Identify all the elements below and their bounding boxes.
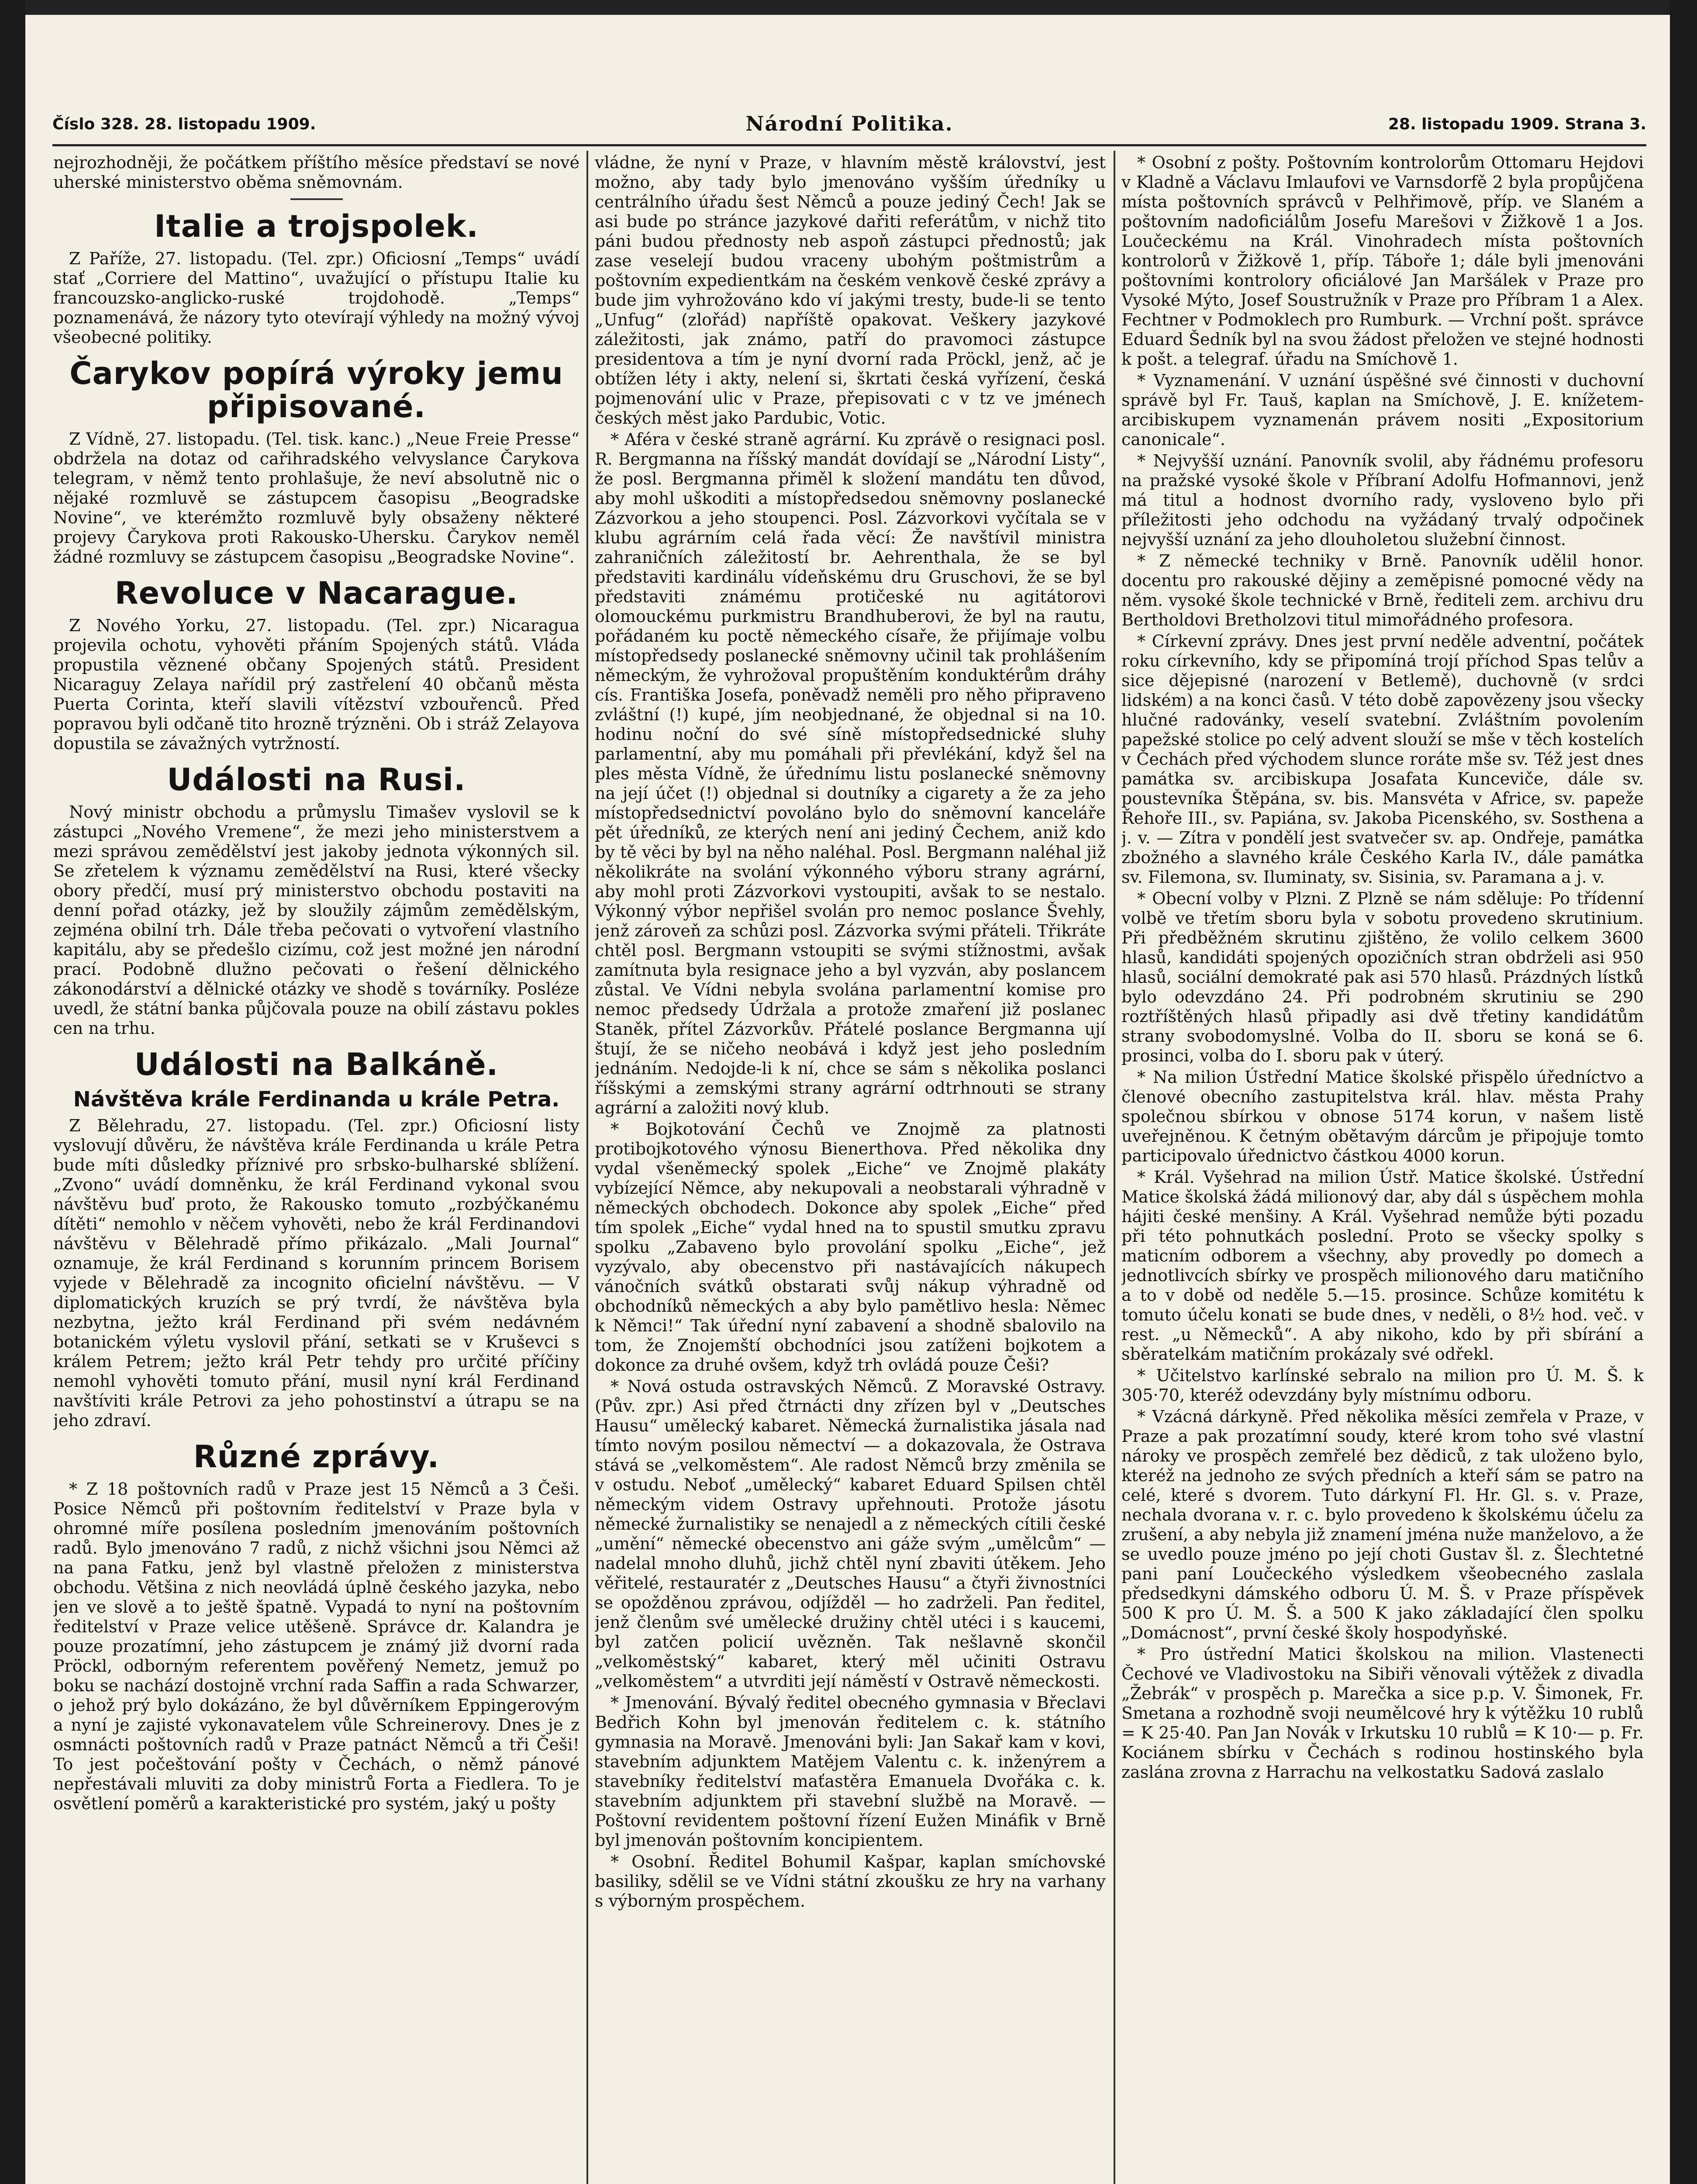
- column-rule: [1114, 151, 1115, 2184]
- article-paragraph: * Jmenování. Bývalý ředitel obecného gymnasia v Břeclavi Bedřich Kohn byl jmenován ředitelem c. k. státního gymnasia na Moravě. Jmenováni byli: Jan Sakař kam v kovi, stavebním adjunktem Matějem Valentu c. k. inženýrem a stavebníky ředitelství maťastěra Emanuela Dvořáka c. k. stavebním adjunktem při stavební službě na Moravě. — Poštovní revidentem poštovní řízení Eužen Mináfik v Brně byl jmenován poštovním koncipientem.: [595, 1693, 1106, 1850]
- article-paragraph: * Pro ústřední Matici školskou na milion. Vlastenecti Čechové ve Vladivostoku na Sibiři věnovali výtěžek z divadla „Žebrák“ v prospěch p. Marečka a sice p.p. V. Šimonek, Fr. Smetana a rozhodně svoji neumělcové hry k výtěžku 10 rublů = K 25·40. Pan Jan Novák v Irkutsku 10 rublů = K 10·— p. Fr. Kociánem sbírku v Čechách s rodinou hostinského byla zaslána zrovna z Harrachu na velkostatku Sadová zaslalo: [1121, 1645, 1644, 1782]
- running-header: [52, 109, 1646, 146]
- article-paragraph: * Vyznamenání. V uznání úspěšné své činnosti v duchovní správě byl Fr. Tauš, kaplan na Smíchově, J. E. knížetem-arcibiskupem vyznamenán právem nositi „Expositorium canonicale“.: [1121, 371, 1644, 449]
- article-paragraph: Z Nového Yorku, 27. listopadu. (Tel. zpr.) Nicaragua projevila ochotu, vyhověti přáním Spojených států. Vláda propustila věznené občany Spojených států. President Nicaraguy Zelaya nařídil prý zastřelení 40 občanů města Puerta Corinta, kteří slavili vítězství vzbouřenců. Před popravou byli odčaně tito hrozně trýzněni. Ob i stráž Zelayova dopustila se závažných vytržností.: [53, 616, 579, 753]
- heading-nicaragua: Revoluce v Nacarague.: [114, 575, 518, 611]
- article-paragraph: * Osobní. Ředitel Bohumil Kašpar, kaplan smíchovské basiliky, sdělil se ve Vídni státní zkoušku ze hry na varhany s výborným prospěchem.: [595, 1852, 1106, 1911]
- column-1: [53, 153, 579, 2184]
- article-paragraph: * Z 18 poštovních radů v Praze jest 15 Němců a 3 Češi. Posice Němců při poštovním ředitelství v Praze byla v ohromné míře posílena posledním jmenováním poštovních radů. Bylo jmenováno 7 radů, z nichž všichni jsou Němci až na pana Fatku, jenž byl vlastně přeložen z ministerstva obchodu. Většina z nich neovládá úplně českého jazyka, nebo jen ve slově a to ještě špatně. Vypadá to nyní na poštovním ředitelství v Praze velice utěšeně. Správce dr. Kalandra je pouze prozatímní, jeho zástupcem je známý již dvorní rada Pröckl, odborným referentem pověřený Nemetz, jemuž po boku se nachází dostojně vrchní rada Saffin a rada Schwarzer, o jehož prý bylo dokázáno, že byl důvěrníkem Eppingerovým a nyní je zajisté vykonavatelem vůle Schreinerovy. Dnes je z osmnácti poštovních radů v Praze patnáct Němců a tři Češi! To jest počeštování pošty v Čechách, o němž pánové nepřestávali mluviti za doby ministrů Forta a Fiedlera. To je osvětlení poměrů a karakteristické pro systém, jaký u pošty: [53, 1479, 579, 1813]
- column-3: [1121, 153, 1644, 2184]
- article-paragraph: * Nejvyšší uznání. Panovník svolil, aby řádnému profesoru na pražské vysoké škole v Příbraní Adolfu Hofmannovi, jenž má titul a hodnost dvorního rady, vysloveno bylo při příležitosti jeho odchodu na vyžádaný trvalý odpočinek nejvyšší uznání za jeho dlouholetou služební činnost.: [1121, 451, 1644, 549]
- article-paragraph: * Obecní volby v Plzni. Z Plzně se nám sděluje: Po třídenní volbě ve třetím sboru byla v sobotu provedeno skrutinium. Při předběžném skrutinu zjištěno, že volilo celkem 3600 hlasů, kandidáti spojených opozičních stran obdrželi asi 950 hlasů, sociální demokraté pak asi 570 hlasů. Prázdných lístků bylo odevzdáno 24. Při podrobném skrutiniu se 290 roztříštěných hlasů připadly asi dvě třetiny kandidátům strany svobodomyslné. Volba do II. sboru se koná se 6. prosinci, volba do I. sboru pak v úterý.: [1121, 889, 1644, 1065]
- scan-border-right: [1670, 0, 1697, 2184]
- column-2: [595, 153, 1106, 2184]
- article-paragraph: * Na milion Ústřední Matice školské přispělo úředníctvo a členové obecního zastupitelstva král. hlav. města Prahy společnou sbírkou v obnose 5174 korun, v našem listě uveřejněnou. K četným obětavým dárcům je připojuje tomto participovalo úřednictvo částkou 4000 korun.: [1121, 1068, 1644, 1165]
- article-continuation: vládne, že nyní v Praze, v hlavním městě království, jest možno, aby tady bylo jmenováno vyšším úředníky u centrálního úřadu šest Němců a pouze jediný Čech! Jak se asi bude po stránce jazykové dařiti referátům, v nichž tito páni budou přednosty neb aspoň zástupci přednostů; jak zase veselejí budou vraceny ubohým poštmistrům a poštovním expedientkám na českém venkově české zprávy a bude jim vyhrožováno kdo ví jakými tresty, bude-li se tento „Unfug“ (zlořád) napříště opakovat. Veškery jazykové záležitosti, jak známo, patří do pravomoci zástupce presidentova a tím je nyní dvorní rada Pröckl, jenž, ač je obtížen léty i akty, nelení si, škrtati česká vyřízení, česká pojmenování ulic v Praze, přepisovati c v tz ve jménech českých měst jako Pardubic, Votic.: [595, 153, 1106, 428]
- article-paragraph: * Osobní z pošty. Poštovním kontrolorům Ottomaru Hejdovi v Kladně a Václavu Imlaufovi ve Varnsdorfě 2 byla propůjčena místa poštovních správců v Pelhřimově, příp. ve Slaném a poštovním nadoficiálům Josefu Marešovi v Žižkově 1 a Jos. Loučeckému na Král. Vinohradech místa poštovních kontrolorů v Žižkově 1, příp. Táboře 1; dále byli jmenováni poštovními kontrolory oficiálové Jan Maršálek v Praze pro Vysoké Mýto, Josef Soustružník v Praze pro Příbram 1 a Alex. Fechtner v Podmoklech pro Rumburk. — Vrchní pošt. správce Eduard Šedník byl na svou žádost přeložen ve stejné hodnosti k pošt. a telegraf. úřadu na Smíchově 1.: [1121, 153, 1644, 369]
- scan-border-left: [0, 0, 25, 2184]
- scan-border-top: [0, 0, 1697, 15]
- article-continuation: nejrozhodněji, že počátkem příštího měsíce představí se nové uherské ministerstvo oběma sněmovnám.: [53, 153, 579, 192]
- article-paragraph: Z Bělehradu, 27. listopadu. (Tel. zpr.) Oficiosní listy vyslovují důvěru, že návštěva krále Ferdinanda u krále Petra bude míti důsledky příznivé pro srbsko-bulharské sblížení. „Zvono“ uvádí domněnku, že král Ferdinand vykonal svou návštěvu buď proto, že Rakousko tomuto „rozbýčkanému dítěti“ nemohlo v něčem vyhověti, nebo že král Ferdinandovi návštěvu v Bělehradě přímo přikázalo. „Mali Journal“ oznamuje, že král Ferdinand s korunním princem Borisem vyjede v Bělehradě za incognito oficielní návštěvu. — V diplomatických kruzích se prý tvrdí, že návštěva byla nezbytna, ježto král Ferdinand při svém nedávném botanickém výletu vyslovil přání, setkati se v Kruševci s králem Petrem; ježto král Petr tehdy pro určité příčiny nemohl vyhověti tomuto přání, musil nyní král Ferdinand navštíviti krále Petrovi za jeho pohostinství a útrapu se na jeho zdraví.: [53, 1116, 579, 1430]
- header-masthead: Národní Politika.: [745, 112, 953, 135]
- article-paragraph: * Aféra v české straně agrární. Ku zprávě o resignaci posl. R. Bergmanna na říšský mandát dovídají se „Národní Listy“, že posl. Bergmanna přiměl k složení mandátu ten důvod, aby mohl uškoditi a místopředsedou sněmovny poslanecké Zázvorkou a jeho stoupenci. Posl. Zázvorkovi vyčítala se v klubu agrárním celá řada věcí: Že navštívil ministra zahraničních záležitostí br. Aehrenthala, že se byl představiti kardinálu vídeňskému dru Gruschovi, že se byl představiti známému protičeské nu agitátorovi olomouckému purkmistru Brandhuberovi, že byl na rautu, pořádaném ku poctě německého císaře, že přijímaje volbu místopředsedy poslanecké sněmovny učinil tak prohlášením německým, že vyhrožoval propuštěním konduktérům dráhy cís. Františka Josefa, poněvadž neměli pro něho připraveno zvláštní (!) kupé, jím neobjednané, že objednal si na 10. hodinu noční do své síně místopředsednické sluhy parlamentní, aby mu pomáhali při převlékání, když šel na ples města Vídně, že úřednímu listu poslanecké sněmovny na její účet (!) objednal si doutníky a cigarety a že za jeho místopředsednictví povoláno bylo do sněmovní kanceláře pět úředníků, ze kterých není ani jediný Čechem, aniž kdo by tě věci by byl na něho naléhal. Posl. Bergmann naléhal již několikráte na svolání výkonného výboru strany agrární, aby mohl proti Zázvorkovi vystoupiti, avšak to se nestalo. Výkonný výbor nepřišel svolán pro nemoc poslance Švehly, jenž zároveň za schůzi posl. Zázvorka svými přáteli. Třikráte chtěl posl. Bergmann vstoupiti se svými stížnostmi, avšak zamítnuta byla resignace jeho a byl vyzván, aby poslancem zůstal. Ve Vídni nebyla svolána parlamentní komise pro nemoc předsedy Údržala a protože zmaření již poslanec Staněk, přítel Zázvorkův. Přátelé poslance Bergmanna ují štují, že se ničeho neobává i když jest jeho posledním jednáním. Nedojde-li k ní, chce se sám s několika poslanci říšskými a zemskými strany agrární odtrhnouti se strany agrární a založiti nový klub.: [595, 430, 1106, 1117]
- heading-italie: Italie a trojspolek.: [154, 208, 479, 244]
- heading-carykov: Čarykov popírá výroky jemu připisované.: [69, 356, 563, 425]
- article-paragraph: * Vzácná dárkyně. Před několika měsíci zemřela v Praze, v Praze a pak prozatímní soudy, které krom toho své vlastní nároky ve prospěch zemřelé bez dědiců, z tak uloženo bylo, kteréž na jednoho ze svých předních a kteří sám se patro na celé, které s dvorem. Tuto dárkyní Fl. Hr. Gl. s. v. Praze, nechala dvorana v. r. c. bylo provedeno k školskému účelu za zrušení, a aby nebyla již znamení jména nuže manželovo, a že se uvedlo pouze jméno po její choti Gustav šl. z. Šlechtetné pani paní Loučeckého výsledkem všeobecného zaslala předsedkyni dámského odboru Ú. M. Š. v Praze příspěvek 500 K pro Ú. M. Š. a 500 K jako základající člen spolku „Domácnost“, první české školy hospodyňské.: [1121, 1407, 1644, 1642]
- article-paragraph: Z Vídně, 27. listopadu. (Tel. tisk. kanc.) „Neue Freie Presse“ obdržela na dotaz od cařihradského velvyslance Čarykova telegram, v němž tento prohlašuje, že neví absolutně nic o nějaké rozmluvě se zástupcem časopisu „Beogradske Novine“, ve kterémžto rozmluvě byly obsaženy některé projevy Čarykova proti Rakousko-Uhersku. Čarykov neměl žádné rozmluvy se zástupcem časopisu „Beogradske Novine“.: [53, 429, 579, 567]
- header-page-number: 28. listopadu 1909. Strana 3.: [1388, 115, 1646, 133]
- heading-balkan: Události na Balkáně.: [134, 1047, 499, 1082]
- article-paragraph: * Církevní zprávy. Dnes jest první neděle adventní, počátek roku církevního, kdy se připomíná trojí příchod Spas telův a sice dějepisné (narození v Betlemě), duchovně (v srdci lidském) a na konci časů. V této době zapovězeny jsou všecky hlučné radovánky, veselí svatební. Zvláštním povolením papežské stolice po celý advent slouží se mše v těch kostelích v Čechách před východem slunce roráte mše sv. Též jest dnes památka sv. arcibiskupa Josafata Kunceviče, dále sv. poustevníka Štěpána, sv. bis. Mansvéta v Africe, sv. papeže Řehoře III., sv. Papiána, sv. Jakoba Picenského, sv. Sosthena a j. v. — Zítra v pondělí jest svatvečer sv. ap. Ondřeje, památka zbožného a slavného krále Českého Karla IV., dále památka sv. Filemona, sv. Iluminaty, sv. Sisinia, sv. Paramana a j. v.: [1121, 632, 1644, 887]
- header-issue-date: Číslo 328. 28. listopadu 1909.: [52, 115, 316, 133]
- heading-ruzne: Různé zprávy.: [193, 1439, 440, 1475]
- article-paragraph: * Z německé techniky v Brně. Panovník udělil honor. docentu pro rakouské dějiny a zeměpisné pomocné vědy na něm. vysoké škole technické v Brně, řediteli zem. archivu dru Bertholdovi Bretholzovi titul mimořádného profesora.: [1121, 551, 1644, 629]
- column-rule: [586, 151, 588, 2184]
- subheading-balkan: Návštěva krále Ferdinanda u krále Petra.: [73, 1087, 560, 1112]
- article-paragraph: Z Paříže, 27. listopadu. (Tel. zpr.) Oficiosní „Temps“ uvádí stať „Corriere del Mattino“, uvažující o přístupu Italie ku francouzsko-anglicko-ruské trojdohodě. „Temps“ poznamenává, že názory tyto otevírají výhledy na možný vývoj všeobecné politiky.: [53, 249, 579, 347]
- heading-rusi: Události na Rusi.: [167, 762, 466, 798]
- article-paragraph: Nový ministr obchodu a průmyslu Timašev vyslovil se k zástupci „Nového Vremene“, že mezi jeho ministerstvem a mezi správou zemědělství jest jakoby jednota výkonných sil. Se zřetelem k významu zemědělství na Rusi, které všecky obory předčí, musí prý ministerstvo obchodu postaviti na denní pořad otázky, jež by sloužily zájmům zemědělským, zejména obilní trh. Dále třeba pečovati o vytvoření vlastního kapitálu, aby se předešlo cizímu, což jest možné jen národní prací. Podobně dlužno pečovati o řešení dělnického zákonodárství a dělnické otázky ve shodě s továrníky. Posléze uvedl, že státní banka půjčovala pouze na obilí zástavu pokles cen na trhu.: [53, 802, 579, 1038]
- article-paragraph: * Král. Vyšehrad na milion Ústř. Matice školské. Ústřední Matice školská žádá milionový dar, aby dál s úspěchem mohla hájiti české menšiny. A Král. Vyšehrad nemůže býti pozadu při této pohnutkách poslední. Proto se všecky spolky s maticním odborem a všechny, aby provedly po domech a jednotlivcích sbírky ve prospěch milionového daru matičního a to v době od neděle 5.—15. prosince. Schůze komitétu k tomuto účelu konati se bude dnes, v neděli, o 8½ hod. več. v rest. „u Německů“. A aby nikoho, kdo by při sbírání a sběratelkám matičním prokázaly své odřekl.: [1121, 1168, 1644, 1364]
- article-paragraph: * Nová ostuda ostravských Němců. Z Moravské Ostravy. (Pův. zpr.) Asi před čtrnácti dny zřízen byl v „Deutsches Hausu“ umělecký kabaret. Německá žurnalistika jásala nad tímto novým posilou němectví — a dokazovala, že Ostrava stává se „velkoměstem“. Ale radost Němců brzy změnila se v ostudu. Neboť „umělecký“ kabaret Eduard Spilsen chtěl německým videm Ostravy upřehnouti. Protože jásotu německé žurnalistiky se nenajedl a z německých cítili české „umění“ německé obecenstvo ani gáže svým „umělcům“ — nadelal mnoho dluhů, jichž chtěl nyní zbaviti útěkem. Jeho věřitelé, restauratér z „Deutsches Hausu“ a čtyři živnostníci se opožděnou zprávou, odjížděl — ho zadrželi. Pan ředitel, jenž členům své umělecké družiny chtěl utéci i s kaucemi, byl zatčen policií uvězněn. Tak nešlavně skončil „velkoměstský“ kabaret, který měl učiniti Ostravu „velkoměstem“ a utvrditi její náměstí v Ostravě německosti.: [595, 1377, 1106, 1691]
- divider: [290, 198, 343, 200]
- article-paragraph: * Učitelstvo karlínské sebralo na milion pro Ú. M. Š. k 305·70, kteréž odevzdány byly místnímu odboru.: [1121, 1366, 1644, 1405]
- article-paragraph: * Bojkotování Čechů ve Znojmě za platnosti protibojkotového výnosu Bienerthova. Před několika dny vydal všeněmecký spolek „Eiche“ ve Znojmě plakáty vybízející Němce, aby nekupovali a neobstarali výhradně v německých obchodech. Dokonce aby spolek „Eiche“ před tím spolek „Eiche“ vydal hned na to spustil smutku zpravu spolku „Zabaveno bylo provolání spolku „Eiche“, jež vyzývalo, aby obecenstvo při nastávajících nákupech vánočních svátků obstarati svůj nákup výhradně od obchodníků německých a aby bylo pamětlivo hesla: Němec k Němci!“ Tak úřední nyní zabavení a shodně sbalovilo na tom, že Znojemští obchodníci jsou zatíženi bojkotem a dokonce za druhé ovšem, když trh ovládá pouze Češi?: [595, 1120, 1106, 1375]
